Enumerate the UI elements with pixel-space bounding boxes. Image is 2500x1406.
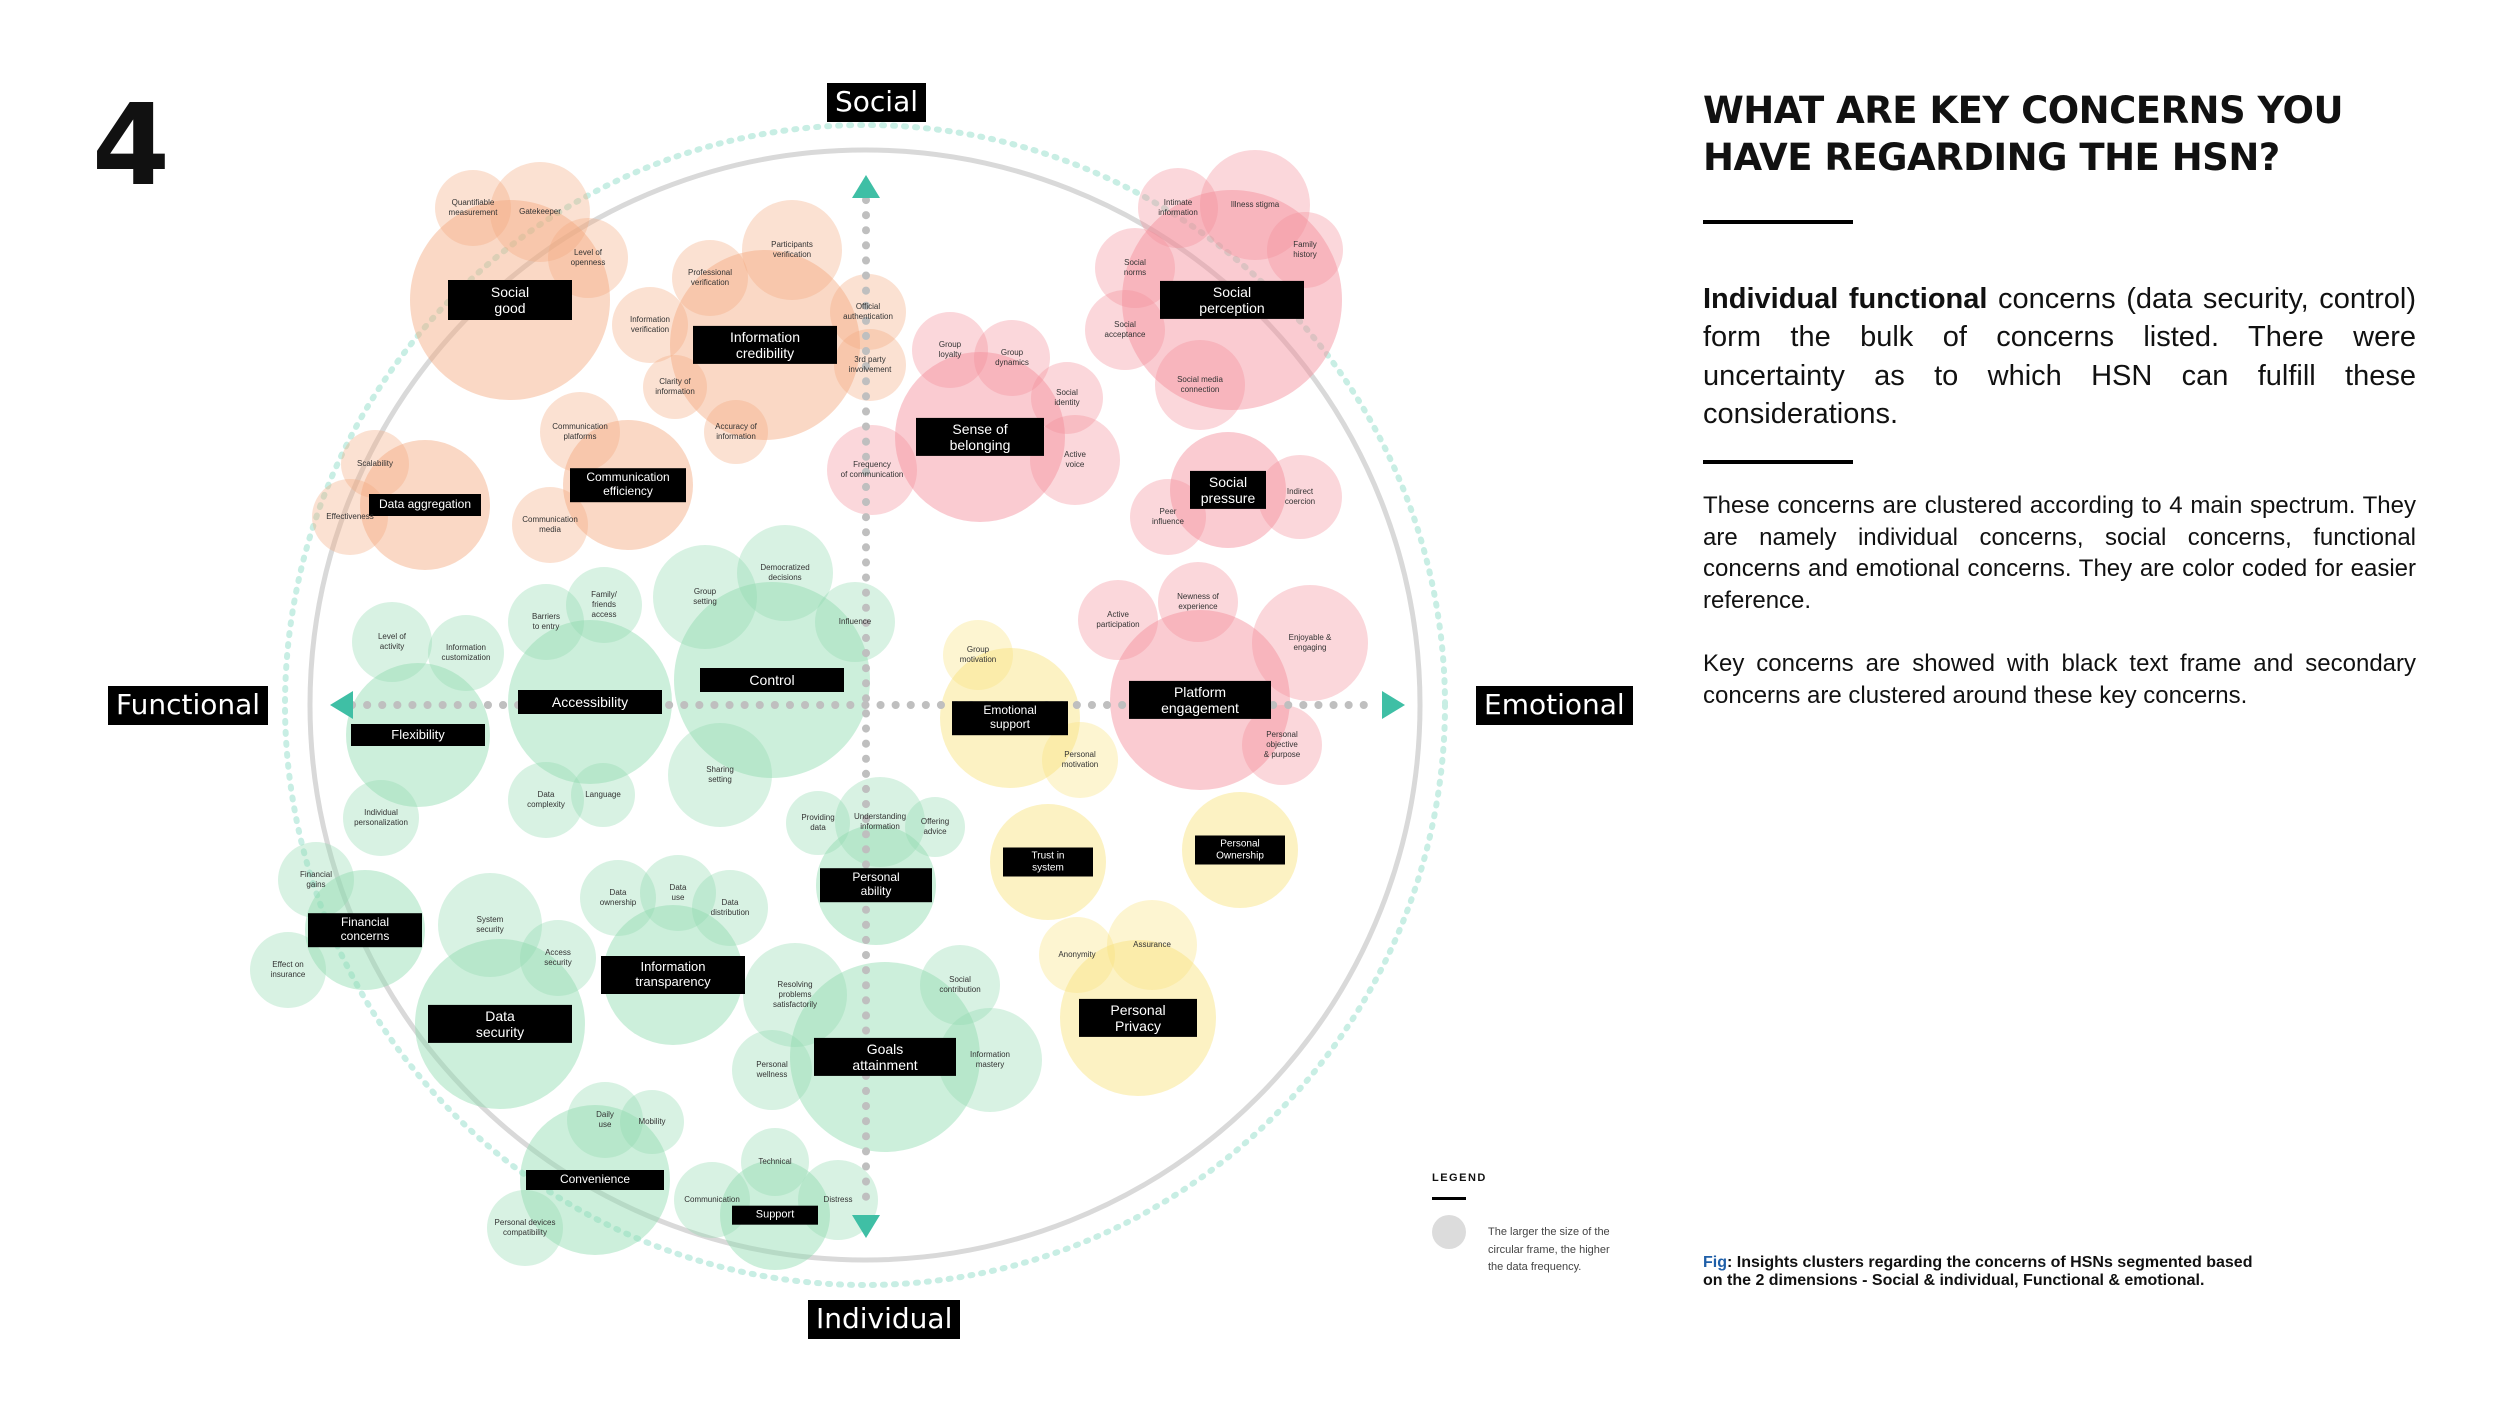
- key-concern-emotional-support: Emotional support: [952, 701, 1068, 735]
- secondary-concern-newness-of-experience: Newness of experience: [1177, 592, 1219, 611]
- panel-title: WHAT ARE KEY CONCERNS YOU HAVE REGARDING THE HSN?: [1703, 89, 2344, 179]
- secondary-concern-participants-verification: Participants verification: [771, 240, 813, 259]
- secondary-concern-group-setting: Group setting: [693, 587, 717, 606]
- secondary-concern-quantifiable-measurement: Quantifiable measurement: [448, 198, 498, 217]
- caption-text: : Insights clusters regarding the concerns of HSNs segmented based on the 2 dimensions - Social & individual, Functional & emotional.: [1703, 1254, 2253, 1289]
- secondary-concern-assurance: Assurance: [1133, 940, 1171, 949]
- key-concern-sense-of-belonging: Sense of belonging: [916, 418, 1044, 456]
- secondary-concern-enjoyable-engaging: Enjoyable & engaging: [1288, 633, 1332, 652]
- secondary-concern-active-voice: Active voice: [1064, 450, 1086, 469]
- secondary-concern-group-dynamics: Group dynamics: [995, 348, 1029, 367]
- secondary-concern-data-distribution: Data distribution: [710, 898, 750, 917]
- legend-text: The larger the size of the circular frame, the higher the data frequency.: [1488, 1226, 1610, 1274]
- secondary-concern-illness-stigma: Illness stigma: [1230, 200, 1280, 209]
- legend-title: LEGEND: [1432, 1172, 1487, 1184]
- arrow-up-icon: [852, 175, 880, 198]
- secondary-concern-scalability: Scalability: [356, 459, 394, 468]
- axis-label-emotional: Emotional: [1476, 686, 1633, 725]
- key-concern-data-security: Data security: [428, 1005, 572, 1043]
- key-concern-information-transparency: Information transparency: [601, 956, 745, 994]
- slide-number: 4: [92, 81, 170, 211]
- secondary-concern-family-history: Family history: [1293, 240, 1317, 259]
- secondary-concern-data-complexity: Data complexity: [527, 790, 565, 809]
- secondary-concern-frequency-of-communication: Frequency of communication: [840, 460, 904, 479]
- secondary-concern-communication-media: Communication media: [522, 515, 578, 534]
- secondary-concern-information-mastery: Information mastery: [969, 1050, 1011, 1069]
- secondary-concern-data-use: Data use: [669, 883, 687, 902]
- axis-label-functional: Functional: [108, 686, 268, 725]
- secondary-concern-peer-influence: Peer influence: [1151, 507, 1185, 526]
- secondary-concern-communication-platforms: Communication platforms: [552, 422, 608, 441]
- key-concern-platform-engagement: Platform engagement: [1129, 681, 1271, 719]
- secondary-concern-system-security: System security: [476, 915, 504, 934]
- secondary-concern-social-media-connection: Social media connection: [1177, 375, 1223, 394]
- secondary-concern-professional-verification: Professional verification: [687, 268, 733, 287]
- key-concern-personal-ability: Personal ability: [820, 868, 932, 902]
- secondary-concern-resolving-problems-satisfactorily: Resolving problems satisfactorily: [772, 980, 818, 1009]
- secondary-concern-daily-use: Daily use: [596, 1110, 614, 1129]
- secondary-concern-social-identity: Social identity: [1054, 388, 1080, 407]
- key-concern-personal-privacy: Personal Privacy: [1079, 999, 1197, 1037]
- lead-paragraph: [1703, 280, 2416, 433]
- secondary-concern-gatekeeper: Gatekeeper: [519, 207, 561, 216]
- key-concern-flexibility: Flexibility: [351, 724, 485, 746]
- secondary-concern-personal-wellness: Personal wellness: [756, 1060, 788, 1079]
- lead-divider: [1703, 460, 1853, 464]
- secondary-concern-anonymity: Anonymity: [1058, 950, 1096, 959]
- key-concern-control: Control: [700, 668, 844, 692]
- secondary-concern-personal-objective-purpose: Personal objective & purpose: [1263, 730, 1301, 759]
- key-concern-data-aggregation: Data aggregation: [369, 494, 481, 516]
- secondary-concern-indirect-coercion: Indirect coercion: [1284, 487, 1316, 506]
- secondary-concern-influence: Influence: [838, 617, 872, 626]
- secondary-concern-active-participation: Active participation: [1096, 610, 1140, 629]
- key-concern-social-pressure: Social pressure: [1190, 471, 1266, 509]
- arrow-right-icon: [1382, 691, 1405, 719]
- secondary-concern-social-norms: Social norms: [1123, 258, 1147, 277]
- secondary-concern-mobility: Mobility: [638, 1117, 666, 1126]
- secondary-concern-distress: Distress: [823, 1195, 853, 1204]
- axis-label-individual: Individual: [808, 1300, 960, 1339]
- secondary-concern-social-contribution: Social contribution: [939, 975, 981, 994]
- secondary-concern-financial-gains: Financial gains: [299, 870, 333, 889]
- key-concern-trust-in-system: Trust in system: [1003, 848, 1093, 877]
- key-concern-information-credibility: Information credibility: [693, 326, 837, 364]
- secondary-concern-sharing-setting: Sharing setting: [706, 765, 734, 784]
- caption-prefix: Fig: [1703, 1254, 1727, 1271]
- secondary-concern-personal-devices-compatibility: Personal devices compatibility: [494, 1218, 556, 1237]
- secondary-concern-accuracy-of-information: Accuracy of information: [715, 422, 757, 441]
- secondary-concern-language: Language: [585, 790, 621, 799]
- secondary-concern-barriers-to-entry: Barriers to entry: [531, 612, 561, 631]
- key-concern-accessibility: Accessibility: [518, 690, 662, 714]
- secondary-concern-communication: Communication: [684, 1195, 740, 1204]
- secondary-concern-level-of-openness: Level of openness: [570, 248, 606, 267]
- key-concern-personal-ownership: Personal Ownership: [1195, 836, 1285, 865]
- secondary-concern-social-acceptance: Social acceptance: [1104, 320, 1146, 339]
- secondary-concern-family-friends-access: Family/ friends access: [591, 590, 617, 619]
- secondary-concern-effectiveness: Effectiveness: [326, 512, 374, 521]
- key-concern-financial-concerns: Financial concerns: [308, 913, 422, 947]
- key-concern-support: Support: [732, 1206, 818, 1225]
- lead-bold: Individual functional: [1703, 283, 1988, 315]
- secondary-concern-information-customization: Information customization: [441, 643, 491, 662]
- legend-circle-sample: [1432, 1215, 1466, 1249]
- arrow-left-icon: [330, 691, 353, 719]
- key-concern-convenience: Convenience: [526, 1170, 664, 1190]
- secondary-concern-data-ownership: Data ownership: [599, 888, 637, 907]
- secondary-concern-group-loyalty: Group loyalty: [938, 340, 962, 359]
- secondary-concern-offering-advice: Offering advice: [920, 817, 950, 836]
- key-concern-goals-attainment: Goals attainment: [814, 1038, 956, 1076]
- secondary-concern-providing-data: Providing data: [801, 813, 835, 832]
- secondary-concern-information-verification: Information verification: [629, 315, 671, 334]
- secondary-concern-individual-personalization: Individual personalization: [354, 808, 408, 827]
- legend-divider: [1432, 1197, 1466, 1200]
- secondary-concern-understanding-information: Understanding information: [853, 812, 907, 831]
- secondary-concern-democratized-decisions: Democratized decisions: [760, 563, 810, 582]
- key-concern-social-good: Social good: [448, 280, 572, 320]
- axis-label-social: Social: [827, 83, 926, 122]
- secondary-concern-level-of-activity: Level of activity: [377, 632, 407, 651]
- body-paragraph-key-concerns: Key concerns are showed with black text frame and secondary concerns are clustered around these key concerns.: [1703, 650, 2416, 709]
- secondary-concern-group-motivation: Group motivation: [959, 645, 997, 664]
- secondary-concern-official-authentication: Official authentication: [843, 302, 893, 321]
- body-paragraph-spectrum: These concerns are clustered according to 4 main spectrum. They are namely individual concerns, social concerns, functional concerns and emotional concerns. They are color coded for easier reference.: [1703, 492, 2416, 615]
- key-concern-social-perception: Social perception: [1160, 281, 1304, 319]
- secondary-concern-access-security: Access security: [544, 948, 572, 967]
- key-concern-communication-efficiency: Communication efficiency: [570, 468, 686, 502]
- secondary-concern-3rd-party-involvement: 3rd party involvement: [848, 355, 892, 374]
- secondary-concern-clarity-of-information: Clarity of information: [655, 377, 695, 396]
- secondary-concern-personal-motivation: Personal motivation: [1061, 750, 1099, 769]
- secondary-concern-technical: Technical: [758, 1157, 792, 1166]
- figure-caption: [1703, 1254, 2263, 1289]
- secondary-concern-effect-on-insurance: Effect on insurance: [270, 960, 306, 979]
- secondary-concern-intimate-information: Intimate information: [1158, 198, 1198, 217]
- title-divider: [1703, 220, 1853, 224]
- lead-rest: concerns (data security, control) form the bulk of concerns listed. There were uncertainty as to which HSN can fulfill these considerations.: [1703, 283, 2416, 430]
